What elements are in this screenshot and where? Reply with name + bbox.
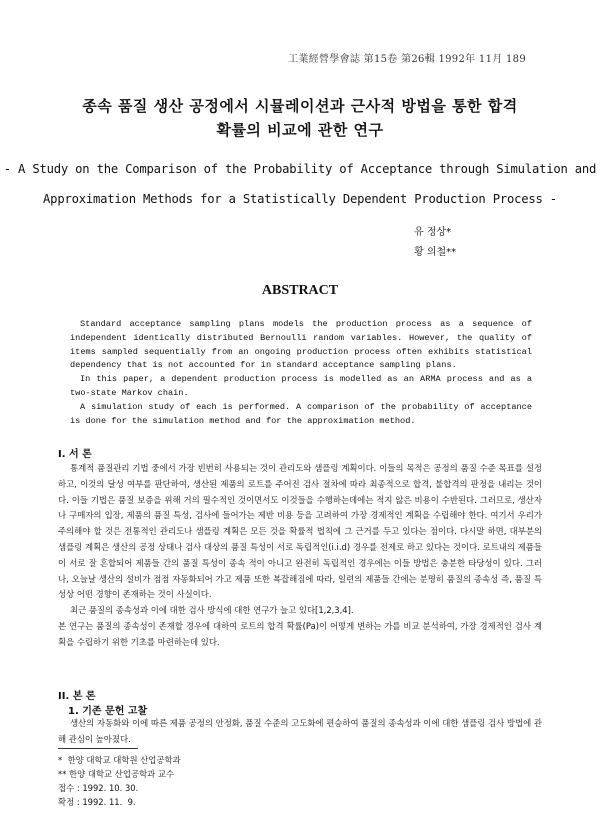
body-paragraph: 생산의 자동화와 이에 따른 제품 공정의 안정화, 품질 수준의 고도화에 편승하여 품질의 종속성과 이에 대한 샘플링 검사 방법에 관해 관심이 높아졌다. bbox=[58, 718, 542, 744]
footnote-divider bbox=[58, 748, 138, 749]
english-title-line2: Approximation Methods for a Statistically Dependent Production Process - bbox=[43, 192, 557, 206]
english-title-line1: - A Study on the Comparison of the Probability of Acceptance through Simulation and bbox=[3, 162, 597, 176]
journal-header: 工業經營學會誌 第15卷 第26輯 1992年 11月 189 bbox=[288, 54, 526, 65]
body-paragraph: 최근 품질의 종속성과 이에 대한 검사 방식에 대한 연구가 늘고 있다[1,2,3,4]. bbox=[70, 605, 354, 616]
abstract-heading: ABSTRACT bbox=[261, 283, 339, 298]
footnote: ** 한양 대학교 산업공학과 교수 bbox=[58, 769, 175, 779]
korean-title bbox=[0, 94, 600, 142]
accepted-date: 확정 : 1992. 11. 9. bbox=[58, 797, 136, 807]
section-1-body bbox=[58, 461, 542, 651]
korean-title-line1: 종속 품질 생산 공정에서 시뮬레이션과 근사적 방법을 통한 합격 bbox=[82, 97, 518, 115]
section-1-heading: I. 서 론 bbox=[58, 449, 92, 460]
abstract-body bbox=[70, 318, 532, 428]
korean-title-line2: 확률의 비교에 관한 연구 bbox=[216, 121, 384, 139]
section-2-body bbox=[58, 716, 542, 748]
author-2: 황 의철** bbox=[414, 247, 457, 258]
body-paragraph: 통계적 품질관리 기법 중에서 가장 빈번히 사용되는 것이 관리도와 샘플링 계획이다. 이들의 목적은 공정의 품질 수준 목표를 설정하고, 이것의 달성 여부를 판단하여, 생산된 제품의 로트를 주어진 검사 절차에 따라 최종적으로 합격, 불합격의 판정을 내리는 것이다. 이들 기법은 품질 보증을 위해 거의 필수적인 것이면서도 이것들을 수행하는데에는 적지 않은 비용이 수반된다. 그러므로, 생산자나 구매자의 입장, 제품의 품질 특성, 검사에 들어가는 제반 비용 등을 고려하여 가장 경제적인 계획을 수립해야 한다. 여기서 우리가 주의해야 할 것은 전통적인 관리도나 샘플링 계획은 모든 것을 확률적 법칙에 그 근거를 두고 있다는 점이다. 다시말 하면, 대부분의 샘플링 계획은 생산의 공정 상태나 검사 대상의 품질 특성이 서로 독립적인(i.i.d) 경우를 전제로 하고 있다는 것이다. 로트내의 제품들이 서로 잘 혼합되어 제품들 간의 품질 특성이 종속 적이 아니고 완전히 독립적인 경우에는 이들 방법은 충분한 타당성이 있다. 그러나, 오늘날 생산의 설비가 점점 자동화되어 가고 제품 또한 복잡해짐에 따라, 일련의 제품들 간에는 분명히 품질의 종속성 즉, 품질 특성상 어떤 경향이 존재하는 것이 사실이다. bbox=[58, 463, 542, 600]
footnotes bbox=[58, 753, 181, 809]
body-paragraph: 본 연구는 품질의 종속성이 존재할 경우에 대하여 로트의 합격 확률(Pa)이 어떻게 변하는 가를 비교 분석하여, 가장 경제적인 검사 계획을 수립하기 위한 기초를 마련하는데 있다. bbox=[58, 620, 542, 647]
footnote: * 한양 대학교 대학원 산업공학과 bbox=[58, 755, 181, 765]
author-list bbox=[414, 223, 456, 263]
subsection-heading: 1. 기존 문헌 고찰 bbox=[68, 706, 148, 717]
english-title bbox=[0, 154, 600, 214]
abstract-paragraph: A simulation study of each is performed. A comparison of the probability of acceptance is done for the simulation method and for the approximation method. bbox=[70, 401, 532, 426]
received-date: 접수 : 1992. 10. 30. bbox=[58, 783, 139, 793]
section-2-heading: II. 본 론 bbox=[58, 691, 96, 702]
abstract-paragraph: In this paper, a dependent production process is modelled as an ARMA process and as a two-state Markov chain. bbox=[70, 374, 532, 398]
abstract-paragraph: Standard acceptance sampling plans models the production process as a sequence of independent identically distributed Bernoulli random variables. However, the quality of items sampled sequentially from an ongoing production process often exhibits statistical dependency that is not accounted for in standard acceptance sampling plans. bbox=[70, 319, 532, 371]
author-1: 유 정상* bbox=[414, 227, 452, 238]
